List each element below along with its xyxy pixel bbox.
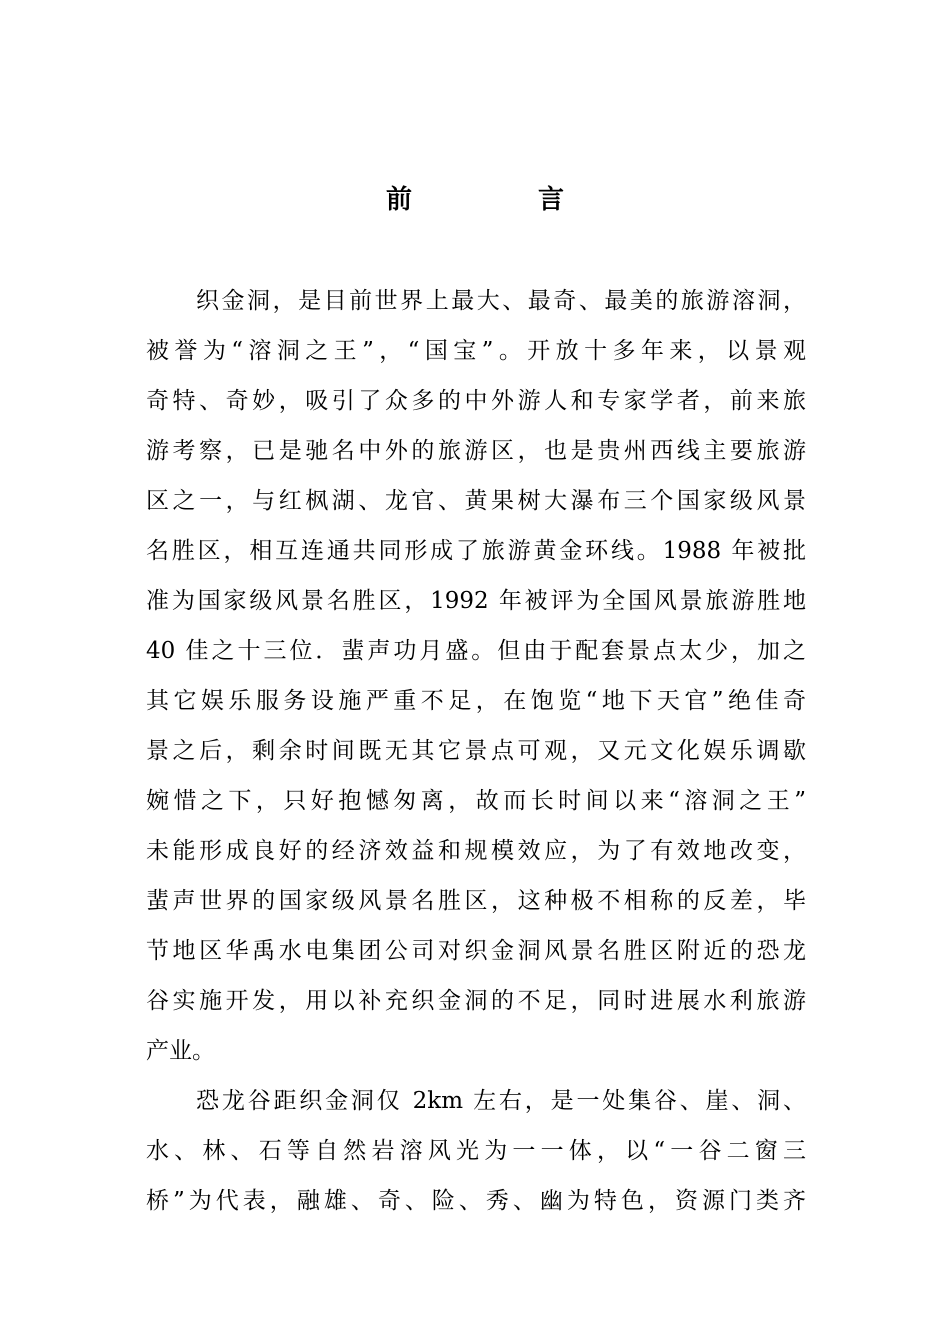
text-line: 水、林、石等自然岩溶风光为一一体，以“一谷二窗三: [146, 1138, 806, 1164]
text-line: 谷实施开发，用以补充织金洞的不足，同时进展水利旅游: [146, 988, 806, 1014]
text-line: 产业。: [146, 1038, 215, 1064]
text-line: 游考察，已是驰名中外的旅游区，也是贵州西线主要旅游: [146, 438, 806, 464]
text-line: 景之后，剩余时间既无其它景点可观，又元文化娱乐调歇: [146, 738, 806, 764]
text-line: 桥”为代表，融雄、奇、险、秀、幽为特色，资源门类齐: [146, 1188, 806, 1214]
paragraph-1: [146, 276, 806, 1076]
text-line: 其它娱乐服务设施严重不足，在饱览“地下天官”绝佳奇: [146, 688, 806, 714]
text-line: 40 佳之十三位．蜚声功月盛。但由于配套景点太少，加之: [146, 638, 806, 664]
text-line: 未能形成良好的经济效益和规模效应，为了有效地改变，: [146, 838, 806, 864]
text-line: 准为国家级风景名胜区，1992 年被评为全国风景旅游胜地: [146, 588, 806, 614]
text-line: 区之一，与红枫湖、龙官、黄果树大瀑布三个国家级风景: [146, 488, 806, 514]
text-line: 婉惜之下，只好抱憾匆离，故而长时间以来“溶洞之王”: [146, 788, 806, 814]
text-line: 蜚声世界的国家级风景名胜区，这种极不相称的反差，毕: [146, 888, 806, 914]
text-line: 恐龙谷距织金洞仅 2km 左右，是一处集谷、崖、洞、: [196, 1088, 806, 1114]
text-line: 名胜区，相互连通共同形成了旅游黄金环线。1988 年被批: [146, 538, 806, 564]
text-line: 织金洞，是目前世界上最大、最奇、最美的旅游溶洞，: [196, 288, 806, 314]
text-line: 节地区华禹水电集团公司对织金洞风景名胜区附近的恐龙: [146, 938, 806, 964]
body-text: [146, 276, 806, 1226]
paragraph-2: [146, 1076, 806, 1226]
text-line: 奇特、奇妙，吸引了众多的中外游人和专家学者，前来旅: [146, 388, 806, 414]
text-line: 被誉为“溶洞之王”，“国宝”。开放十多年来，以景观: [146, 338, 806, 364]
page-title: 前 言: [385, 185, 614, 215]
